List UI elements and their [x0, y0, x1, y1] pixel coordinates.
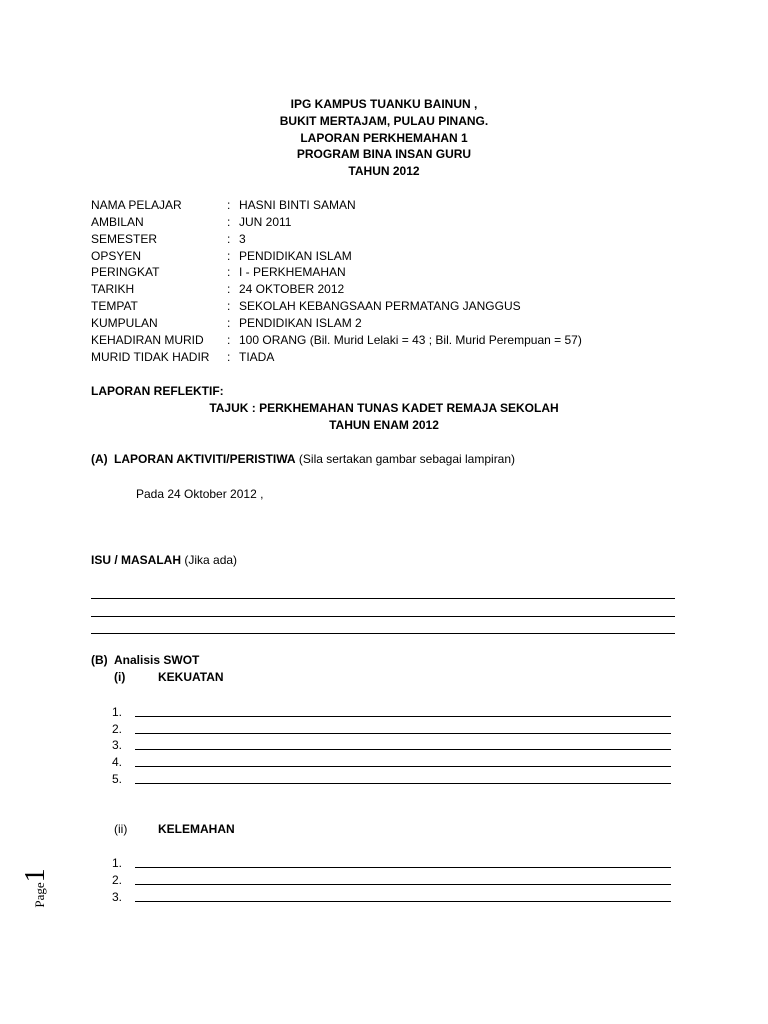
info-separator: : [227, 215, 231, 229]
info-value: JUN 2011 [239, 215, 292, 229]
info-value: 3 [239, 232, 246, 246]
info-value: PENDIDIKAN ISLAM [239, 249, 352, 263]
answer-line [135, 867, 671, 868]
info-value: I - PERKHEMAHAN [239, 265, 346, 279]
section-a-body: Pada 24 Oktober 2012 , [136, 487, 264, 501]
info-label: KUMPULAN [91, 316, 158, 330]
info-label: PERINGKAT [91, 265, 160, 279]
answer-line [135, 901, 671, 902]
section-b-heading [91, 652, 199, 669]
answer-line [135, 749, 671, 750]
info-label: NAMA PELAJAR [91, 198, 182, 212]
answer-line [91, 598, 675, 599]
report-title-line2: TAHUN ENAM 2012 [329, 418, 439, 432]
info-label: TARIKH [91, 282, 135, 296]
info-label: TEMPAT [91, 299, 138, 313]
info-value: 100 ORANG (Bil. Murid Lelaki = 43 ; Bil. Murid Perempuan = 57) [239, 333, 582, 347]
header-line: PROGRAM BINA INSAN GURU [296, 147, 472, 162]
subsection-marker: (i) [114, 670, 126, 684]
info-separator: : [227, 299, 231, 313]
info-label: OPSYEN [91, 249, 142, 263]
info-separator: : [227, 249, 231, 263]
weaknesses-label: KELEMAHAN [158, 822, 235, 836]
info-separator: : [227, 198, 231, 212]
info-separator: : [227, 316, 231, 330]
document-header [0, 96, 768, 180]
header-line: IPG KAMPUS TUANKU BAINUN , [290, 97, 478, 111]
subsection-marker: (ii) [114, 822, 128, 836]
list-number: 1. [112, 856, 123, 870]
info-separator: : [227, 265, 231, 279]
section-b-title: Analisis SWOT [114, 653, 200, 667]
page-number [22, 864, 70, 912]
section-a-note: (Sila sertakan gambar sebagai lampiran) [298, 452, 516, 466]
answer-line [91, 633, 675, 634]
report-title-line1: TAJUK : PERKHEMAHAN TUNAS KADET REMAJA SEKOLAH [209, 401, 559, 415]
list-number: 4. [112, 755, 123, 769]
info-separator: : [227, 350, 231, 364]
answer-line [135, 766, 671, 767]
strengths-label: KEKUATAN [158, 670, 224, 684]
answer-line [135, 733, 671, 734]
header-line: BUKIT MERTAJAM, PULAU PINANG. [279, 113, 489, 128]
page-number-value: 1 [20, 868, 51, 883]
answer-line [135, 884, 671, 885]
info-label: KEHADIRAN MURID [91, 333, 204, 347]
info-label: SEMESTER [91, 232, 158, 246]
list-number: 3. [112, 738, 123, 752]
section-a-heading [91, 451, 515, 468]
list-number: 5. [112, 772, 123, 786]
header-line: TAHUN 2012 [348, 164, 420, 179]
list-number: 2. [112, 722, 123, 736]
section-a-title: LAPORAN AKTIVITI/PERISTIWA [114, 452, 296, 466]
section-b-marker: (B) [91, 653, 108, 667]
info-label: AMBILAN [91, 215, 144, 229]
answer-line [91, 616, 675, 617]
info-value: TIADA [239, 350, 275, 364]
reflective-heading: LAPORAN REFLEKTIF: [91, 384, 224, 398]
issues-title: ISU / MASALAH [91, 553, 181, 567]
answer-line [135, 716, 671, 717]
page-word: Page [32, 882, 47, 908]
answer-line [135, 783, 671, 784]
issues-note: (Jika ada) [184, 553, 238, 567]
issues-heading [91, 552, 237, 569]
list-number: 2. [112, 873, 123, 887]
info-value: SEKOLAH KEBANGSAAN PERMATANG JANGGUS [239, 299, 521, 313]
section-a-marker: (A) [91, 452, 108, 466]
info-value: 24 OKTOBER 2012 [239, 282, 345, 296]
info-separator: : [227, 232, 231, 246]
header-line: LAPORAN PERKHEMAHAN 1 [300, 130, 468, 145]
info-separator: : [227, 333, 231, 347]
info-value: HASNI BINTI SAMAN [239, 198, 356, 212]
info-label: MURID TIDAK HADIR [91, 350, 210, 364]
list-number: 3. [112, 890, 123, 904]
info-separator: : [227, 282, 231, 296]
info-value: PENDIDIKAN ISLAM 2 [239, 316, 362, 330]
list-number: 1. [112, 705, 123, 719]
